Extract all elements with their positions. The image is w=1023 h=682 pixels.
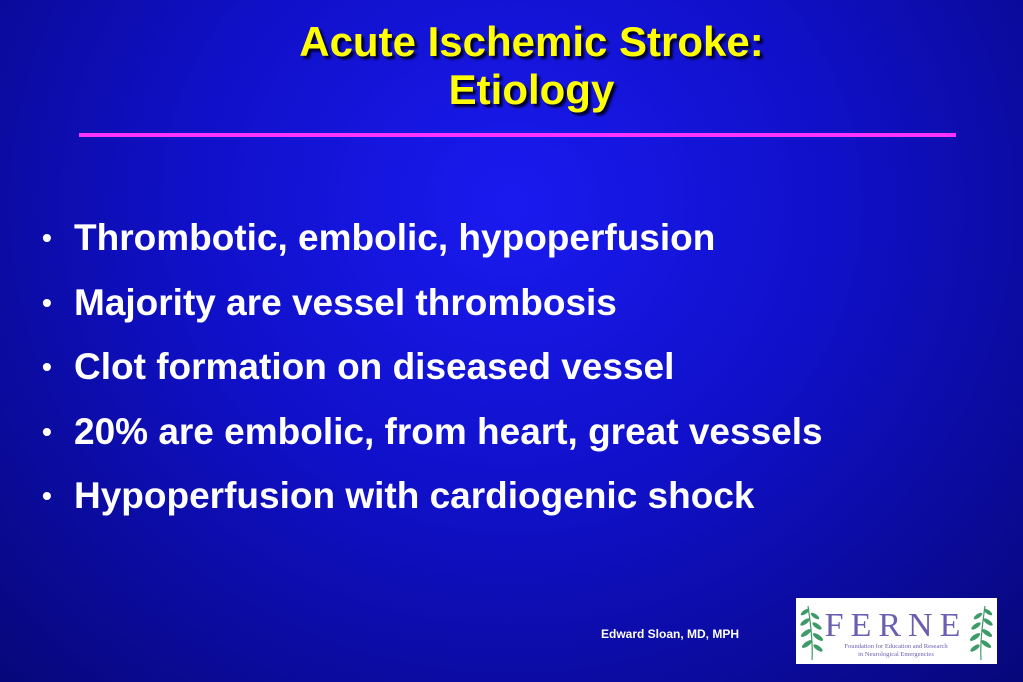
bullet-icon: • [42, 222, 52, 253]
logo-tagline-2: in Neurological Emergencies [858, 651, 934, 658]
bullet-text: Majority are vessel thrombosis [74, 281, 617, 323]
bullet-item [42, 277, 823, 342]
bullet-text: Hypoperfusion with cardiogenic shock [74, 475, 755, 516]
bullet-list [42, 212, 823, 535]
bullet-icon: • [42, 480, 52, 511]
slide-title [0, 18, 1023, 114]
bullet-icon: • [42, 415, 52, 447]
bullet-text: Thrombotic, embolic, hypoperfusion [74, 217, 716, 258]
ferne-logo [796, 598, 997, 664]
bullet-item [42, 212, 823, 277]
logo-letters: FERNE [824, 607, 968, 644]
bullet-item [42, 406, 823, 471]
title-line-2: Etiology [448, 66, 615, 113]
title-line-1: Acute Ischemic Stroke: [299, 18, 764, 65]
title-divider [79, 133, 956, 137]
leaf-right-icon [969, 606, 994, 660]
bullet-text: 20% are embolic, from heart, great vessels [74, 410, 823, 452]
bullet-icon: • [42, 351, 52, 382]
bullet-text: Clot formation on diseased vessel [74, 346, 675, 387]
logo-tagline-1: Foundation for Education and Research [844, 643, 948, 650]
ferne-logo-graphic [796, 598, 997, 664]
bullet-icon: • [42, 286, 52, 318]
bullet-item [42, 341, 823, 406]
leaf-left-icon [799, 606, 824, 660]
bullet-item [42, 470, 823, 535]
footer-author: Edward Sloan, MD, MPH [601, 627, 740, 641]
